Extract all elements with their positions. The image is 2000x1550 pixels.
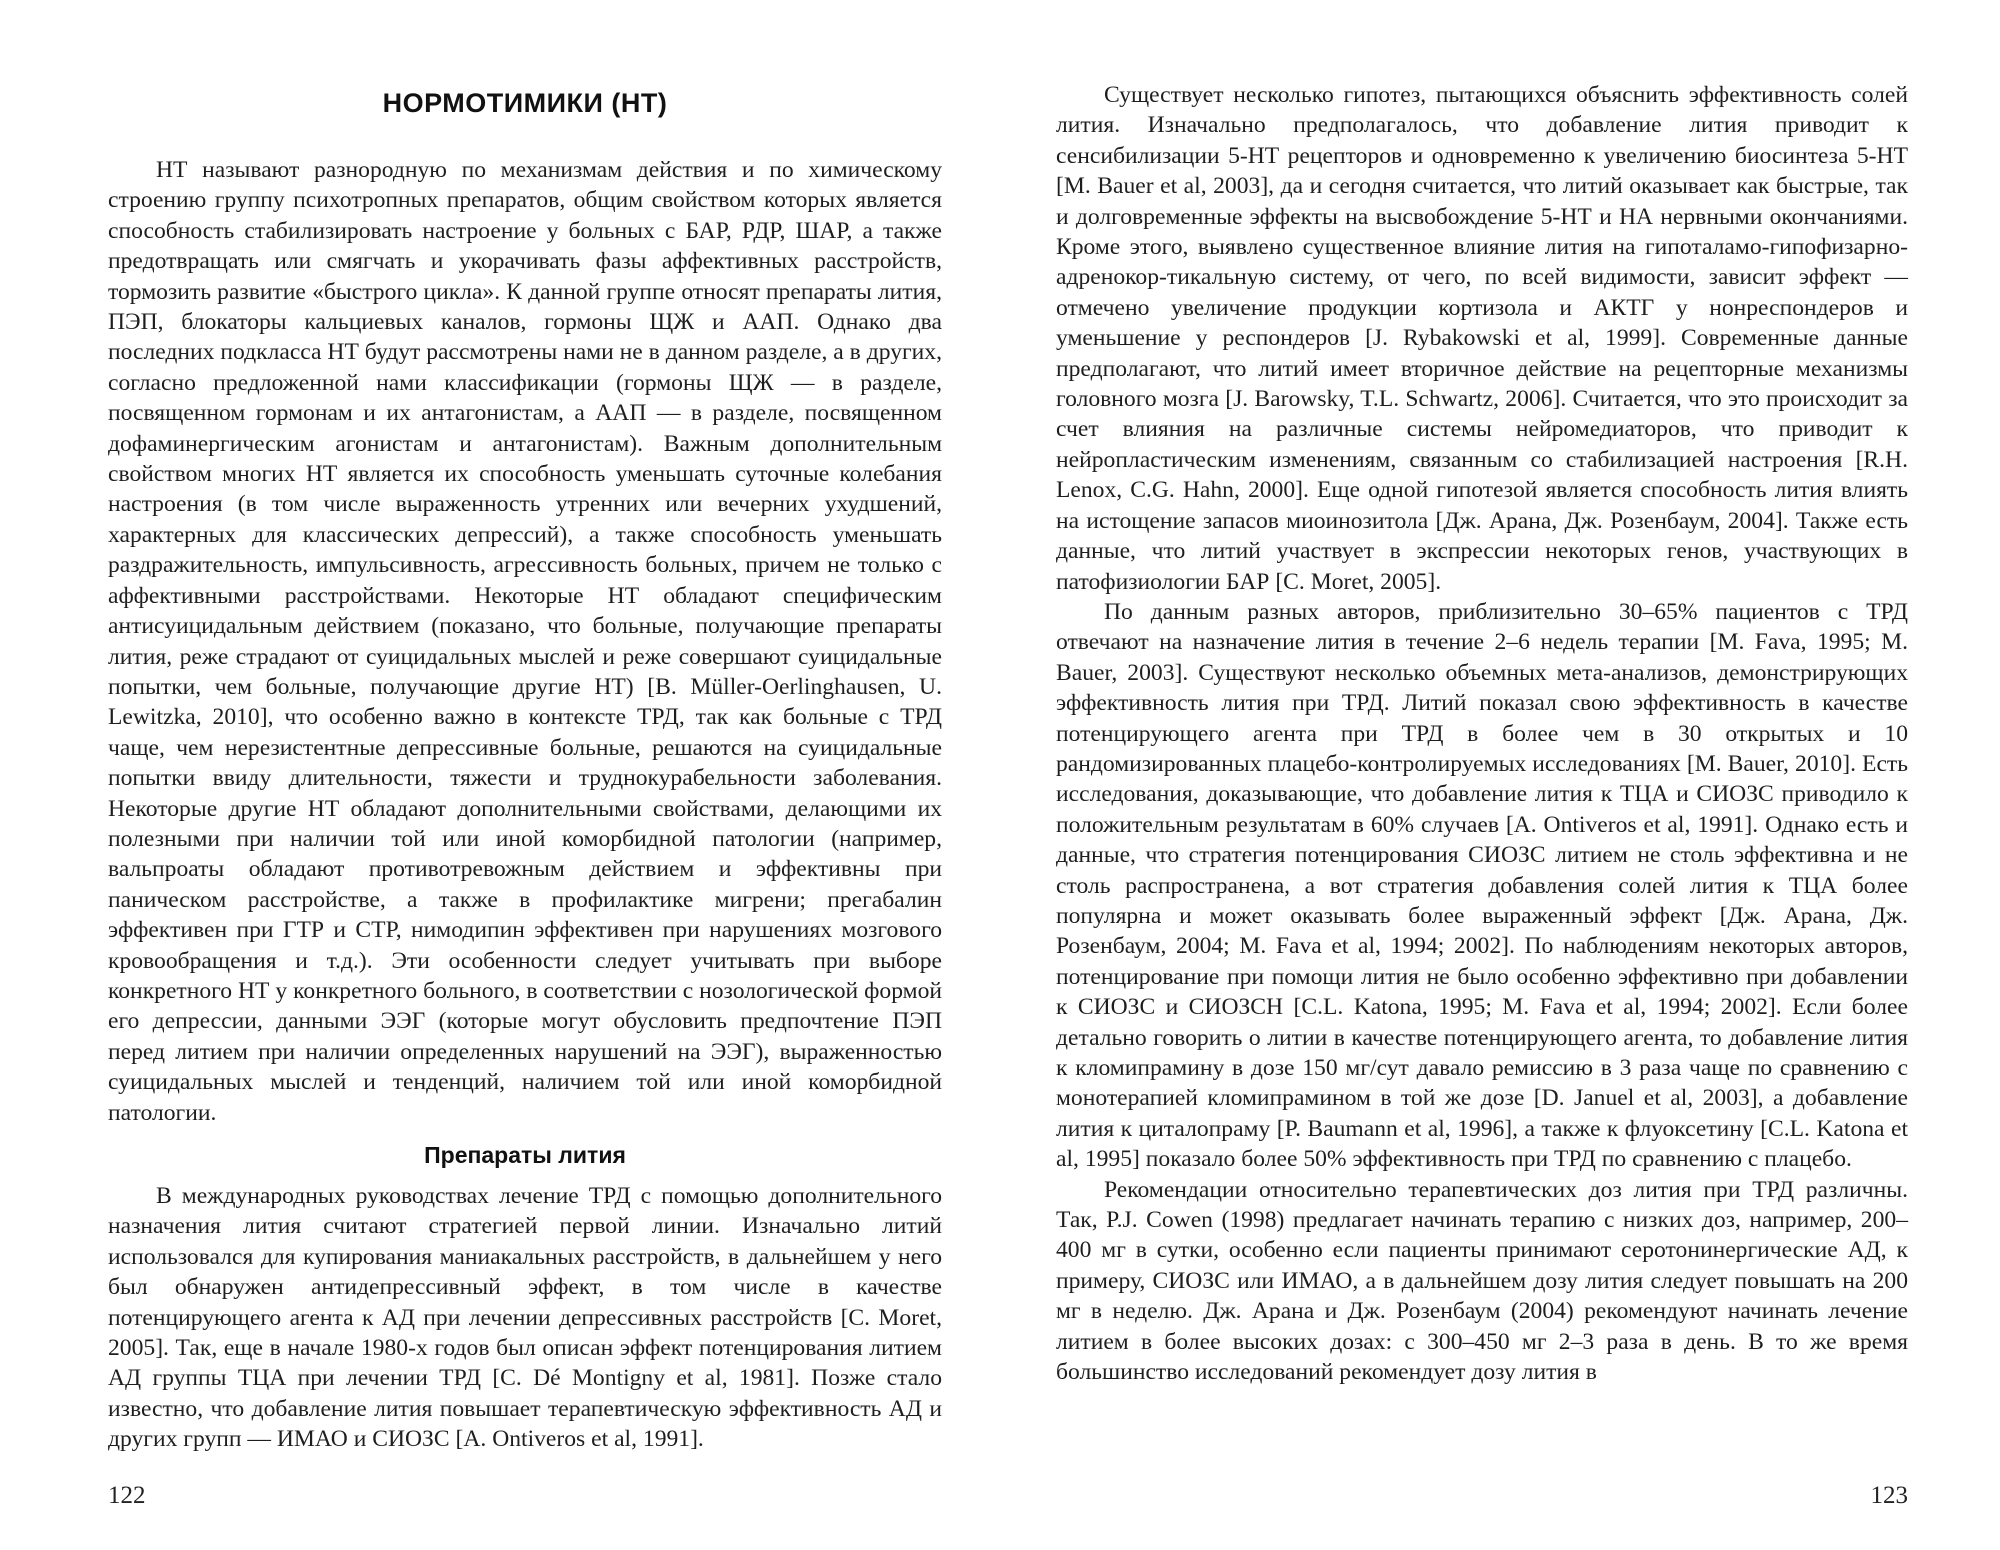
right-page: [1000, 0, 2000, 1550]
body-paragraph: По данным разных авторов, приблизительно 30–65% пациентов с ТРД отвечают на назначение лития в течение 2–6 недель терапии [M. Fava, 1995; M. Bauer, 2003]. Существуют несколько объемных мета-анализов, демонстрирующих эффективность лития при ТРД. Литий показал свою эффективность в качестве потенцирующего агента при ТРД в более чем в 30 открытых и 10 рандомизированных плацебо-контролируемых исследованиях [M. Bauer, 2010]. Есть исследования, доказывающие, что добавление лития к ТЦА и СИОЗС приводило к положительным результатам в 60% случаев [A. Ontiveros et al, 1991]. Однако есть и данные, что стратегия потенцирования СИОЗС литием не столь эффективна и не столь распространена, а вот стратегия добавления солей лития к ТЦА более популярна и может оказывать более выраженный эффект [Дж. Арана, Дж. Розенбаум, 2004; M. Fava et al, 1994; 2002]. По наблюдениям некоторых авторов, потенцирование при помощи лития не было особенно эффективно при добавлении к СИОЗС и СИОЗСН [C.L. Katona, 1995; M. Fava et al, 1994; 2002]. Если более детально говорить о литии в качестве потенцирующего агента, то добавление лития к кломипрамину в дозе 150 мг/сут давало ремиссию в 3 раза чаще по сравнению с монотерапией кломипрамином в той же дозе [D. Januel et al, 2003], а добавление лития к циталопраму [P. Baumann et al, 1996], а также к флуоксетину [C.L. Katona et al, 1995] показало более 50% эффективность при ТРД по сравнению с плацебо.: [1056, 598, 1908, 1173]
page-number: 122: [108, 1482, 146, 1509]
subsection-title: Препараты лития: [424, 1142, 626, 1168]
section-title: НОРМОТИМИКИ (НТ): [382, 88, 668, 118]
body-paragraph: В международных руководствах лечение ТРД с помощью дополнительного назначения лития считают стратегией первой линии. Изначально литий использовался для купирования маниакальных расстройств, в дальнейшем у него был обнаружен антидепрессивный эффект, в том числе в качестве потенцирующего агента к АД при лечении депрессивных расстройств [C. Moret, 2005]. Так, еще в начале 1980-х годов был описан эффект потенцирования литием АД группы ТЦА при лечении ТРД [C. Dé Montigny et al, 1981]. Позже стало известно, что добавление лития повышает терапевтическую эффективность АД и других групп — ИМАО и СИОЗС [A. Ontiveros et al, 1991].: [108, 1183, 942, 1453]
body-paragraph: НТ называют разнородную по механизмам действия и по химическому строению группу психотропных препаратов, общим свойством которых является способность стабилизировать настроение у больных с БАР, РДР, ШАР, а также предотвращать или смягчать и укорачивать фазы аффективных расстройств, тормозить развитие «быстрого цикла». К данной группе относят препараты лития, ПЭП, блокаторы кальциевых каналов, гормоны ЩЖ и ААП. Однако два последних подкласса НТ будут рассмотрены нами не в данном разделе, а в других, согласно предложенной нами классификации (гормоны ЩЖ — в разделе, посвященном гормонам и их антагонистам, а ААП — в разделе, посвященном дофаминергическим агонистам и антагонистам). Важным дополнительным свойством многих НТ является их способность уменьшать суточные колебания настроения (в том числе выраженность утренних или вечерних ухудшений, характерных для классических депрессий), а также способность уменьшать раздражительность, импульсивность, агрессивность больных, причем не только с аффективными расстройствами. Некоторые НТ обладают специфическим антисуицидальным действием (показано, что больные, получающие препараты лития, реже страдают от суицидальных мыслей и реже совершают суицидальные попытки, чем больные, получающие другие НТ) [B. Müller-Oerlinghausen, U. Lewitzka, 2010], что особенно важно в контексте ТРД, так как больные с ТРД чаще, чем нерезистентные депрессивные больные, решаются на суицидальные попытки ввиду длительности, тяжести и труднокурабельности заболевания. Некоторые другие НТ обладают дополнительными свойствами, делающими их полезными при наличии той или иной коморбидной патологии (например, вальпроаты обладают противотревожным действием и эффективны при паническом расстройстве, а также в профилактике мигрени; прегабалин эффективен при ГТР и СТР, нимодипин эффективен при нарушениях мозгового кровообращения и т.д.). Эти особенности следует учитывать при выборе конкретного НТ у конкретного больного, в соответствии с нозологической формой его депрессии, данными ЭЭГ (которые могут обусловить предпочтение ПЭП перед литием при наличии определенных нарушений на ЭЭГ), выраженностью суицидальных мыслей и тенденций, наличием той или иной коморбидной патологии.: [108, 157, 942, 1126]
body-paragraph: Существует несколько гипотез, пытающихся объяснить эффективность солей лития. Изначально предполагалось, что добавление лития приводит к сенсибилизации 5-НТ рецепторов и одновременно к увеличению биосинтеза 5-НТ [M. Bauer et al, 2003], да и сегодня считается, что литий оказывает как быстрые, так и долговременные эффекты на высвобождение 5-НТ и НА нервными окончаниями. Кроме этого, выявлено существенное влияние лития на гипоталамо-гипофизарно-адренокор-тикальную систему, от чего, по всей видимости, зависит эффект — отмечено увеличение продукции кортизола и АКТГ у нонреспондеров и уменьшение у респондеров [J. Rybakowski et al, 1999]. Современные данные предполагают, что литий имеет вторичное действие на рецепторные механизмы головного мозга [J. Barowsky, T.L. Schwartz, 2006]. Считается, что это происходит за счет влияния на различные системы нейромедиаторов, что приводит к нейропластическим изменениям, связанным со стабилизацией настроения [R.H. Lenox, C.G. Hahn, 2000]. Еще одной гипотезой является способность лития влиять на истощение запасов миоинозитола [Дж. Арана, Дж. Розенбаум, 2004]. Также есть данные, что литий участвует в экспрессии некоторых генов, участвующих в патофизиологии БАР [C. Moret, 2005].: [1056, 82, 1908, 595]
page-number: 123: [1870, 1482, 1908, 1509]
body-paragraph: Рекомендации относительно терапевтических доз лития при ТРД различны. Так, P.J. Cowen (1998) предлагает начинать терапию с низких доз, например, 200–400 мг в сутки, особенно если пациенты принимают серотонинергические АД, к примеру, СИОЗС или ИМАО, а в дальнейшем дозу лития следует повышать на 200 мг в неделю. Дж. Арана и Дж. Розенбаум (2004) рекомендуют начинать лечение литием в более высоких дозах: с 300–450 мг 2–3 раза в день. В то же время большинство исследований рекомендует дозу лития в: [1056, 1176, 1908, 1386]
right-page-text-column: [1056, 80, 1908, 1387]
left-page-text-column: [108, 80, 942, 1455]
